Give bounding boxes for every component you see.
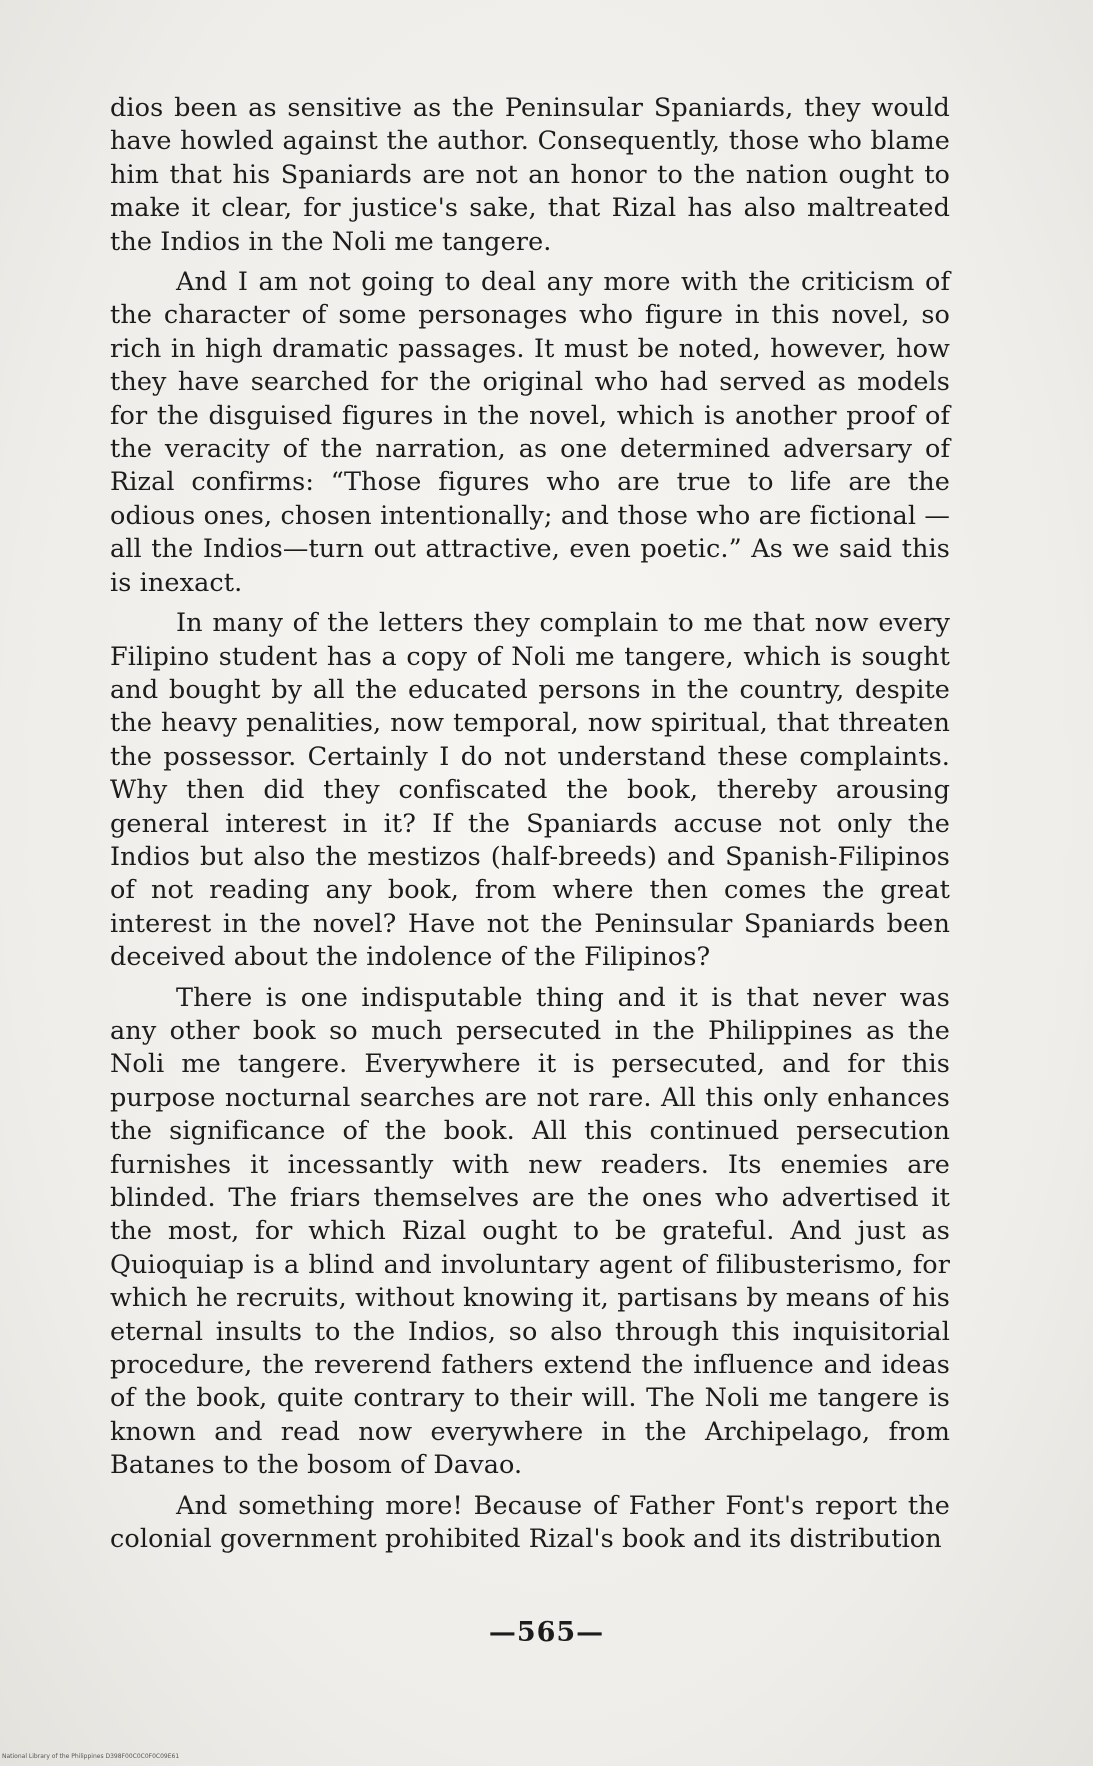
page-number: —565— [488,1617,605,1648]
paragraph-criticism: And I am not going to deal any more with the criticism of the character of some personages who figure in this novel, so rich in high dramatic passages. It must be noted, however, how they have searched for the original who had served as models for the disguised figures in the novel, which is another proof of the veracity of the narration, as one determined adversary of Rizal confirms: “Those figures who are true to life are the odious ones, chosen intentionally; and those who are fictional — all the Indios—turn out attractive, even poetic.” As we said this is inexact. [110,267,950,598]
body-text [110,92,950,1563]
library-footer: National Library of the Philippines D398F00C0C0F0C09E61 [2,1753,180,1760]
paragraph-letters: In many of the letters they complain to me that now every Filipino student has a copy of Noli me tangere, which is sought and bought by all the educated persons in the country, despite the heavy penalities, now temporal, now spiritual, that threaten the possessor. Certainly I do not understand these complaints. Why then did they confiscated the book, thereby arousing general interest in it? If the Spaniards accuse not only the Indios but also the mestizos (half-breeds) and Spanish-Filipinos of not reading any book, from where then comes the great interest in the novel? Have not the Peninsular Spaniards been deceived about the indolence of the Filipinos? [110,608,950,973]
paragraph-persecution: There is one indisputable thing and it is that never was any other book so much persecuted in the Philippines as the Noli me tangere. Everywhere it is persecuted, and for this purpose nocturnal searches are not rare. All this only enhances the significance of the book. All this continued persecution furnishes it incessantly with new readers. Its enemies are blinded. The friars themselves are the ones who advertised it the most, for which Rizal ought to be grateful. And just as Quioquiap is a blind and involuntary agent of filibusterismo, for which he recruits, without knowing it, partisans by means of his eternal insults to the Indios, so also through this inquisitorial procedure, the reverend fathers extend the influence and ideas of the book, quite contrary to their will. The Noli me tangere is known and read now everywhere in the Archipelago, from Batanes to the bosom of Davao. [110,982,950,1481]
paragraph-continuation: dios been as sensitive as the Peninsular Spaniards, they would have howled against the author. Consequently, those who blame him that his Spaniards are not an honor to the nation ought to make it clear, for justice's sake, that Rizal has also maltreated the Indios in the Noli me tangere. [110,93,950,257]
paragraph-something-more: And something more! Because of Father Font's report the colonial government prohibited Rizal's book and its distribution [110,1490,950,1555]
